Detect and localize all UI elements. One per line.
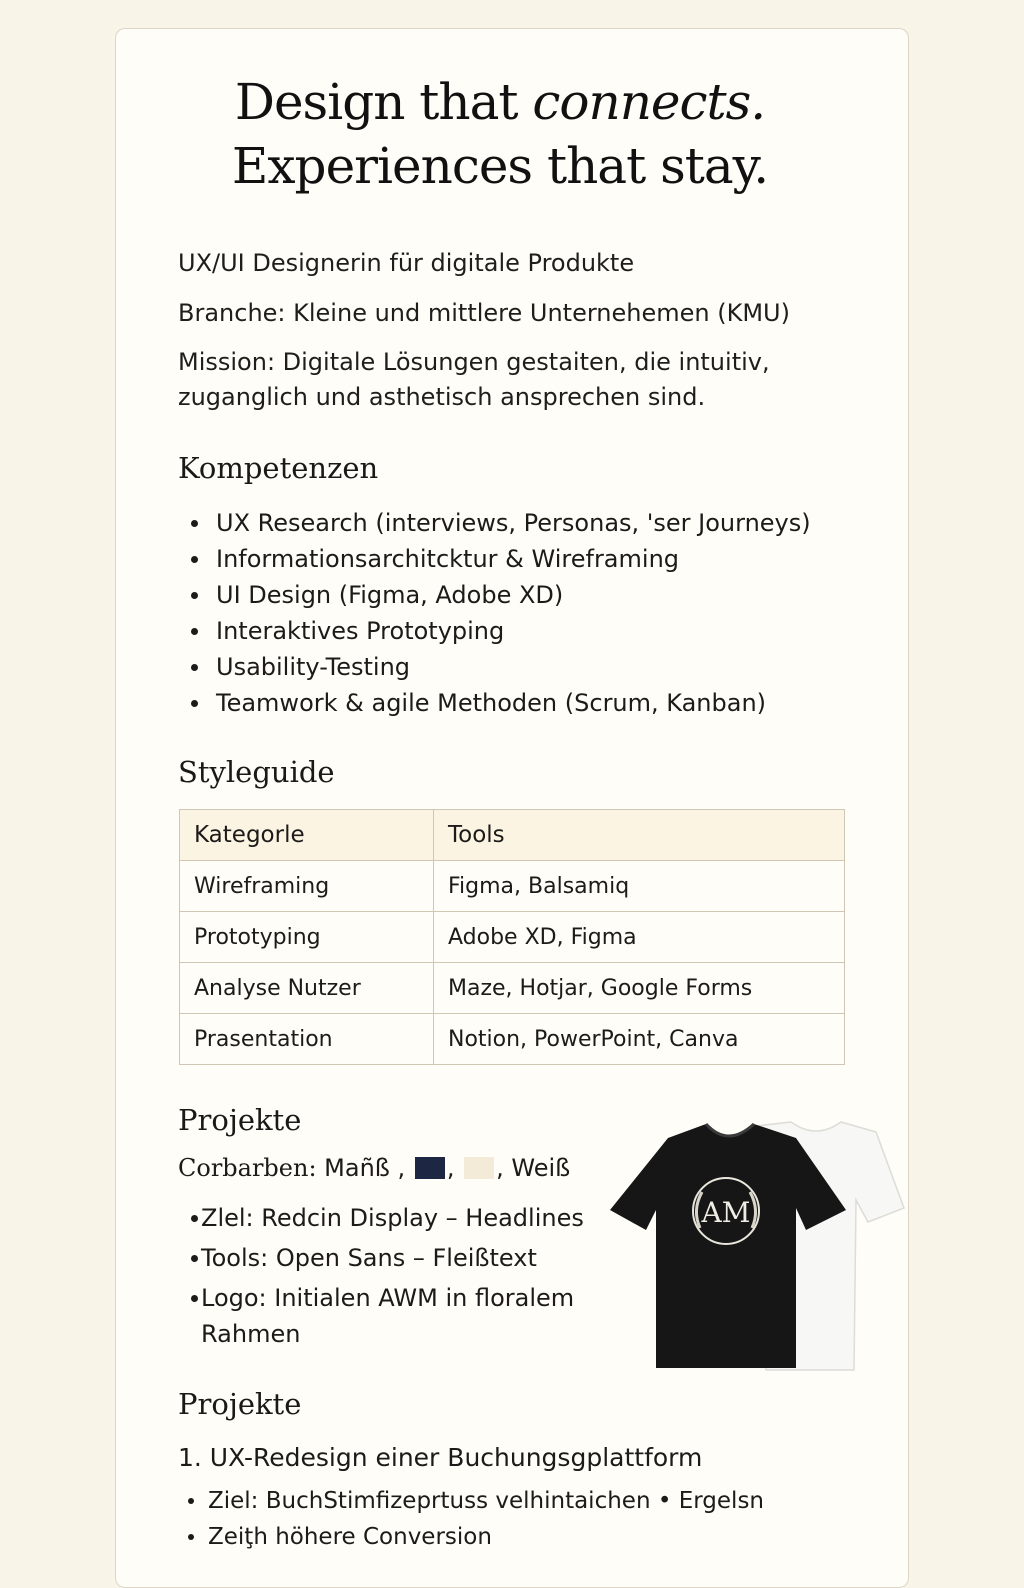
table-row — [180, 912, 845, 963]
table-cell: Analyse Nutzer — [180, 963, 434, 1014]
list-item: Teamwork & agile Methoden (Scrum, Kanban) — [178, 685, 858, 721]
list-item: Zlel: Redcin Display – Headlines — [178, 1200, 608, 1236]
list-item: UX Research (interviews, Personas, 'ser Journeys) — [178, 505, 858, 541]
navy-color-swatch — [415, 1157, 445, 1179]
kompetenzen-title: Kompetenzen — [178, 451, 379, 485]
table-header-cell: Kategorle — [180, 810, 434, 861]
logo-initials: AM — [701, 1196, 751, 1229]
brand-color-name: Mañß , — [316, 1154, 406, 1182]
list-item: Zeiţh höhere Conversion — [178, 1519, 858, 1555]
intro-mission: Mission: Digitale Lösungen gestaiten, die intuitiv, zuganglich und asthetisch ansprechen sind. — [178, 348, 770, 411]
projekte-branding-list — [178, 1200, 608, 1352]
table-cell: Adobe XD, Figma — [434, 912, 845, 963]
headline-emphasis: connects. — [532, 73, 766, 131]
styleguide-title: Styleguide — [178, 755, 335, 789]
list-item: Informationsarchitcktur & Wireframing — [178, 541, 858, 577]
table-header-row — [180, 810, 845, 861]
brand-colors-line — [178, 1150, 570, 1186]
table-cell: Prasentation — [180, 1014, 434, 1065]
table-cell: Notion, PowerPoint, Canva — [434, 1014, 845, 1065]
table-row — [180, 861, 845, 912]
headline-part1: Design that — [234, 73, 533, 131]
brand-colors-label: Corbarben: — [178, 1154, 317, 1182]
list-item: Usability-Testing — [178, 649, 858, 685]
styleguide-table — [179, 809, 845, 1065]
brand-color-name: , Weiß — [496, 1154, 571, 1182]
table-cell: Figma, Balsamiq — [434, 861, 845, 912]
brand-color-separator: , — [446, 1154, 455, 1182]
headline-line2: Experiences that stay. — [231, 137, 769, 195]
table-row — [180, 1014, 845, 1065]
list-item: Ziel: BuchStimfizeprtuss velhintaichen • Ergelsn — [178, 1483, 858, 1519]
table-cell: Maze, Hotjar, Google Forms — [434, 963, 845, 1014]
cream-color-swatch — [464, 1157, 494, 1179]
intro-role: UX/UI Designerin für digitale Produkte — [178, 249, 635, 277]
table-cell: Wireframing — [180, 861, 434, 912]
list-item: Logo: Initialen AWM in floralem Rahmen — [178, 1280, 608, 1352]
table-cell: Prototyping — [180, 912, 434, 963]
intro-branche: Branche: Kleine und mittlere Unternehemen (KMU) — [178, 299, 790, 327]
project-item: 1. UX-Redesign einer Buchungsgplattform — [178, 1443, 703, 1472]
projekte-title: Projekte — [178, 1387, 302, 1421]
tshirt-mockup-image — [606, 1118, 906, 1373]
table-header-cell: Tools — [434, 810, 845, 861]
table-row — [180, 963, 845, 1014]
list-item: Tools: Open Sans – Fleißtext — [178, 1240, 608, 1276]
projekte-branding-title: Projekte — [178, 1103, 302, 1137]
list-item: Interaktives Prototyping — [178, 613, 858, 649]
kompetenzen-list — [178, 505, 858, 721]
page-headline — [0, 70, 1000, 198]
project-details-list — [178, 1483, 858, 1555]
list-item: UI Design (Figma, Adobe XD) — [178, 577, 858, 613]
